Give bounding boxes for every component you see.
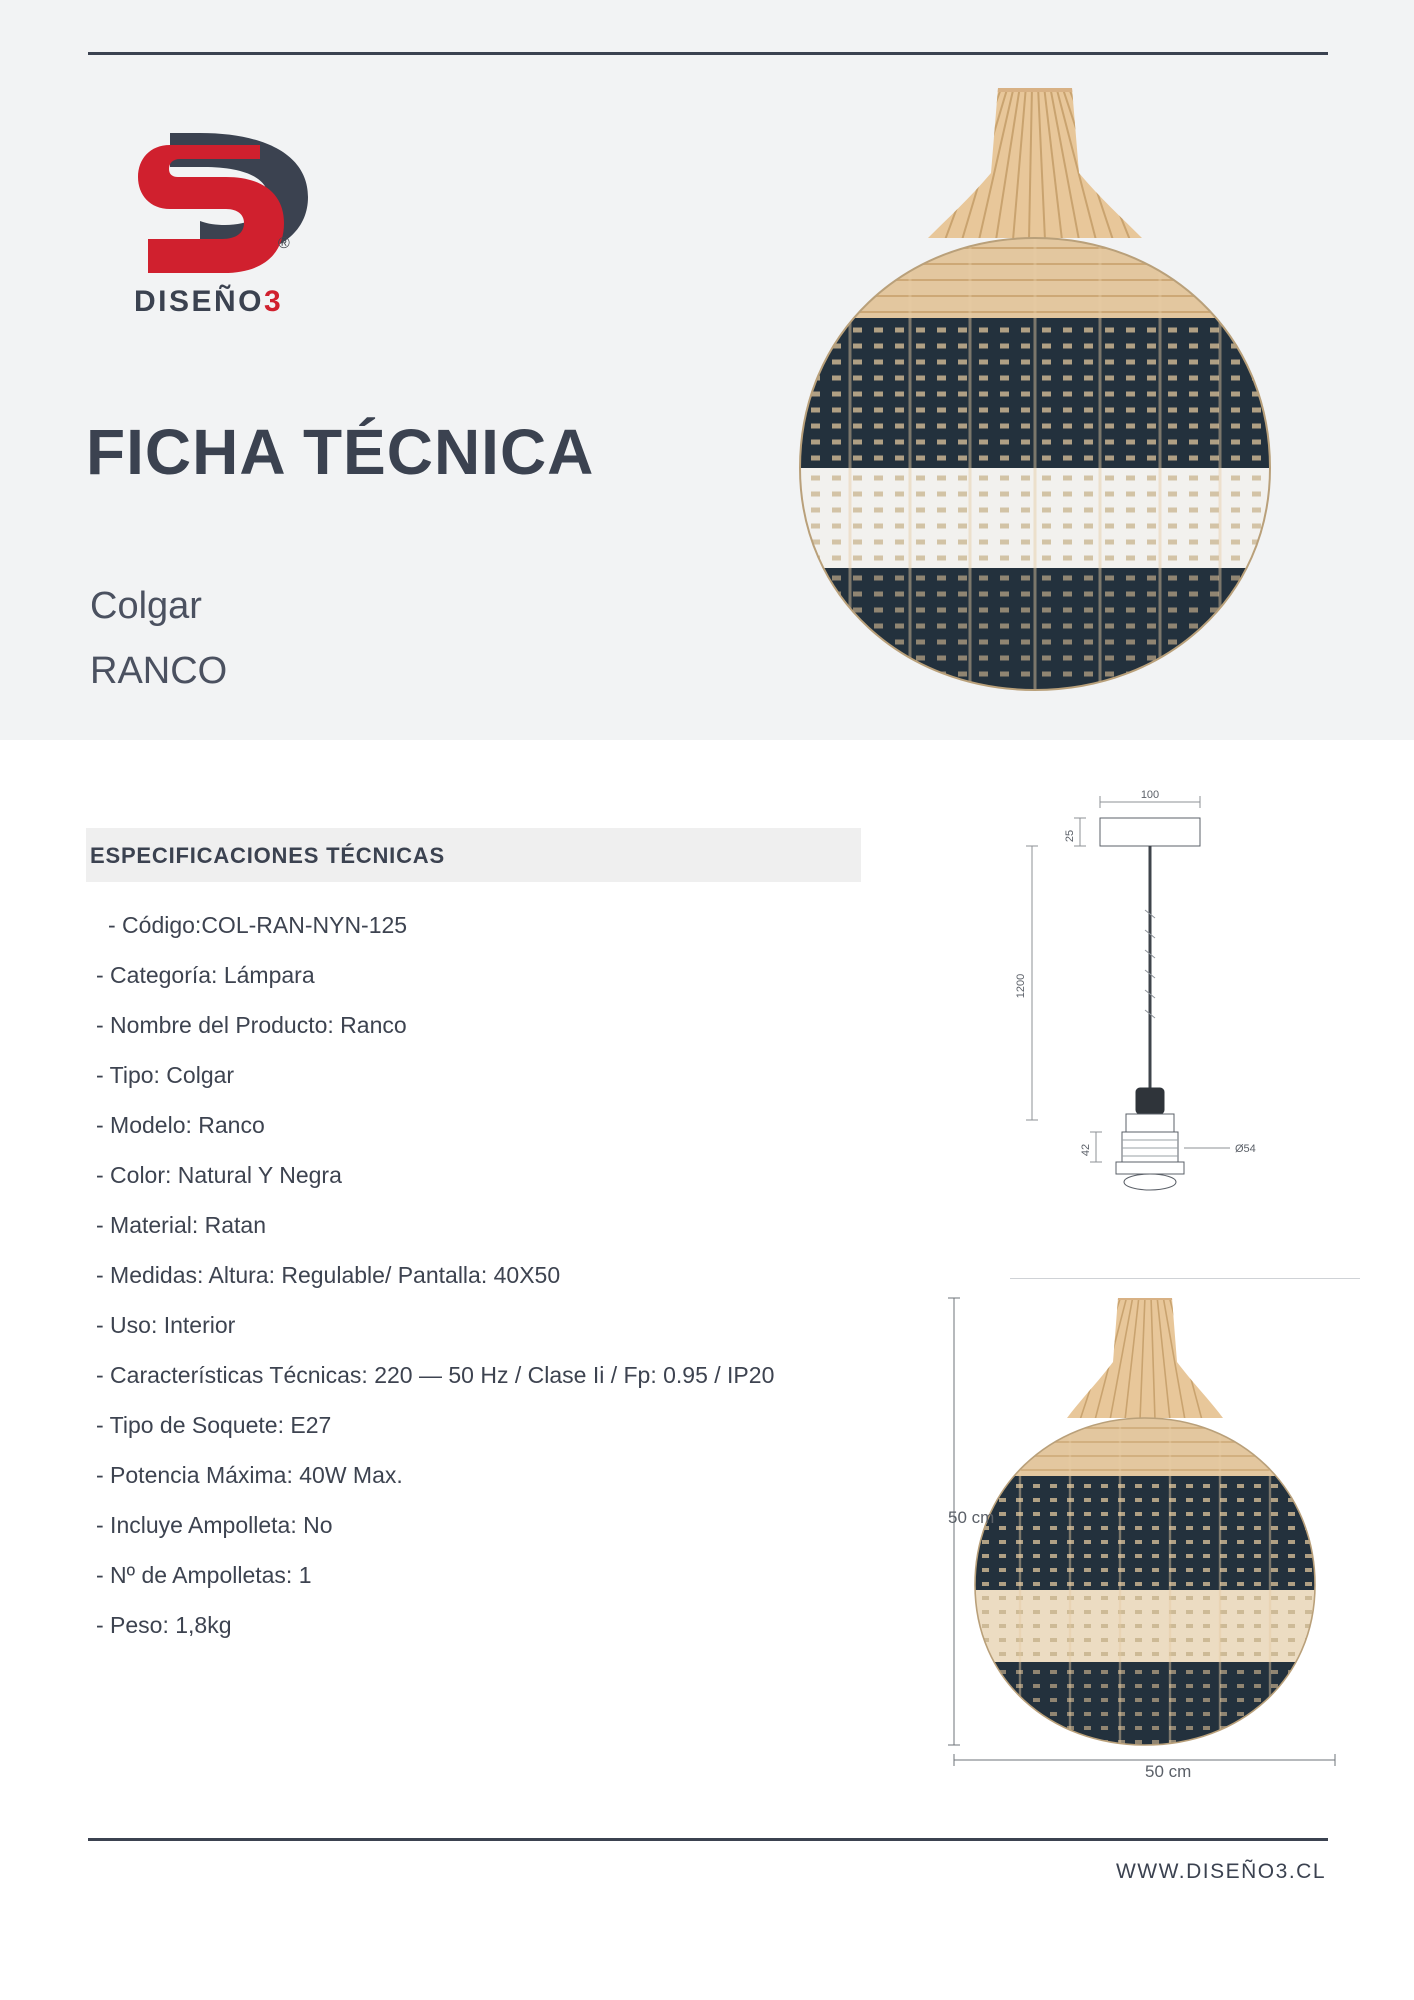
spec-list [86,900,916,1650]
logo-mark-icon [130,125,320,275]
list-item: - Código:COL-RAN-NYN-125 [108,912,408,938]
dimension-socket-diameter: Ø54 [1235,1143,1256,1155]
dimension-canopy-width: 100 [1140,790,1160,801]
dimension-height-label: 50 cm [948,1508,995,1527]
list-item: - Nº de Ampolletas: 1 [96,1562,312,1588]
list-item: - Modelo: Ranco [96,1112,265,1138]
list-item: - Nombre del Producto: Ranco [96,1012,407,1038]
spec-heading: ESPECIFICACIONES TÉCNICAS [90,843,445,868]
list-item: - Peso: 1,8kg [96,1612,232,1638]
top-divider [88,52,1328,55]
bottom-divider [88,1838,1328,1841]
list-item: - Uso: Interior [96,1312,236,1338]
brand-logo [130,125,360,325]
panel-divider [1010,1278,1360,1279]
list-item: - Material: Ratan [96,1212,267,1238]
list-item: - Color: Natural Y Negra [96,1162,342,1188]
dimension-socket-height: 42 [1080,1143,1092,1157]
list-item: - Categoría: Lámpara [96,962,315,988]
logo-brand-number: 3 [264,285,284,318]
list-item: - Incluye Ampolleta: No [96,1512,333,1538]
dimension-cord-length: 1200 [1015,973,1027,999]
footer-website: WWW.DISEÑO3.CL [1115,1860,1326,1883]
logo-wordmark [134,285,283,319]
list-item: - Tipo de Soquete: E27 [96,1412,332,1438]
product-name-label: RANCO [90,650,228,692]
technical-drawing [940,790,1360,1260]
list-item: - Características Técnicas: 220 — 50 Hz / Clase Ii / Fp: 0.95 / IP20 [96,1362,775,1388]
page-title: FICHA TÉCNICA [86,416,595,488]
dimension-canopy-height: 25 [1064,829,1076,843]
list-item: - Medidas: Altura: Regulable/ Pantalla: 40X50 [96,1262,561,1288]
product-photo-hero [770,78,1300,708]
logo-brand-text: DISEÑO [134,285,265,318]
registered-mark: ® [278,235,290,252]
list-item: - Potencia Máxima: 40W Max. [96,1462,403,1488]
list-item: - Tipo: Colgar [96,1062,235,1088]
product-type-label: Colgar [90,585,202,627]
product-photo-dimensioned [940,1290,1360,1770]
dimension-width-label: 50 cm [1145,1762,1192,1781]
